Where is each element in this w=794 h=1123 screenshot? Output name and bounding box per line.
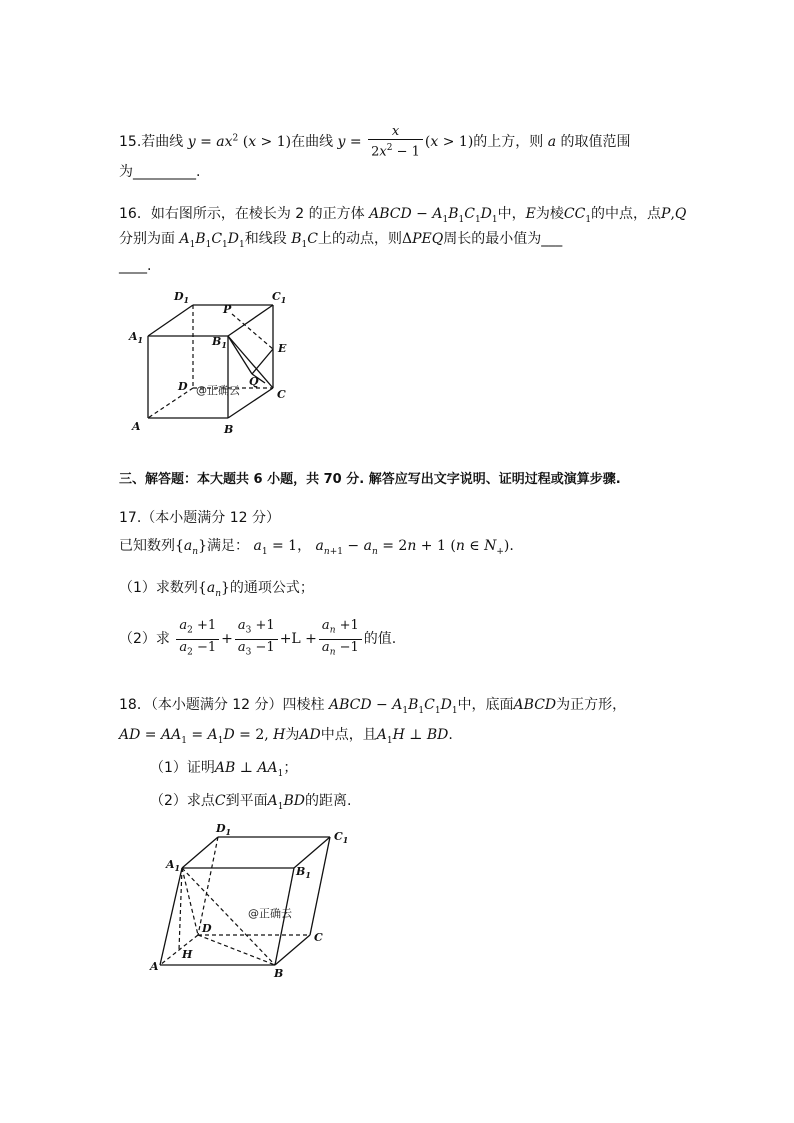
q16-text7: 上的动点，则: [317, 231, 402, 247]
q16-line1: 16．如右图所示，在棱长为 2 的正方体 ABCD − $A_1B_1C_1D_1$中，E为棱$CC_1$的中点，点P,Q: [119, 206, 687, 225]
label-C1: $C_1$: [334, 830, 349, 845]
watermark: @正确云: [196, 384, 240, 397]
q18-head: 18．（本小题满分 12 分）四棱柱 ABCD − $A_1B_1C_1D_1$中，底面ABCD为正方形，: [119, 697, 627, 716]
q16-text3: 为棱: [535, 206, 564, 222]
q18-part2-text: （2）求点: [150, 793, 215, 809]
q16-line3: [119, 257, 151, 275]
q15-line1: 15.若曲线 $y = ax^2$ (x > 1)在曲线 y = $\frac{x}{2x^2 - 1}$ (x > 1)的上方，则 a 的取值范围: [119, 124, 631, 160]
math-curve1: y: [187, 134, 196, 151]
watermark: @正确云: [248, 907, 292, 920]
q15-line2: [119, 163, 200, 181]
q17-part2: （2）求 $\frac{a_2 +1}{a_2 -1}$ + $\frac{a_3 +1}{a_3 -1}$ +L + $\frac{a_n +1}{a_n -1}$ 的值.: [119, 618, 396, 660]
q17-part1-text: （1）求数列: [119, 580, 198, 596]
label-B1: $B_1$: [296, 865, 311, 880]
q17-given: 已知数列$\{a_n\}$满足： $a_1 = 1$， $a_{n+1} - a_n = 2n + 1$ (n ∈ $N_+$).: [119, 538, 514, 557]
cube-figure: [120, 284, 305, 440]
q15-answer-blank: _________: [133, 164, 196, 180]
label-B1: $B_1$: [212, 335, 227, 350]
label-A: A: [132, 420, 141, 433]
q18-head-text2: 中，底面: [457, 697, 514, 713]
q16-text2: 中，: [497, 206, 526, 222]
q16-text4: 的中点，点: [591, 206, 662, 222]
q16-blank2: ____: [119, 258, 147, 274]
q17-given-text: 已知数列: [119, 538, 175, 554]
label-A: A: [150, 960, 159, 973]
q15-text: 若曲线: [141, 134, 184, 151]
math-fraction: $\frac{x}{2x^2 - 1}$: [368, 124, 423, 160]
q18-line2: AD = $AA_1 = A_1D = 2$, H为AD中点，且$A_1H$ ⊥ BD.: [119, 727, 453, 746]
label-B: B: [274, 967, 284, 980]
q15-end: .: [196, 164, 201, 180]
q18-line2-text2: 中点，且: [320, 727, 377, 743]
q18-part1-end: ；: [283, 760, 298, 776]
q18-line2-text: 为: [285, 727, 300, 743]
label-B: B: [224, 423, 234, 436]
q16-blank1: ___: [541, 231, 563, 247]
q15-text3: 的上方，则: [473, 134, 544, 151]
q18-part1: （1）证明AB ⊥ $AA_1$；: [150, 760, 298, 779]
label-D: D: [202, 922, 212, 935]
label-D1: $D_1$: [174, 290, 190, 305]
q16-text1: 16．如右图所示，在棱长为 2 的正方体: [119, 206, 365, 222]
math-curve2: y: [337, 134, 346, 151]
label-A1: $A_1$: [129, 330, 144, 345]
label-D1: $D_1$: [216, 822, 232, 837]
q16-text6: 和线段: [244, 231, 287, 247]
q16-text5: 分别为面: [119, 231, 175, 247]
q18-head-text: 18．（本小题满分 12 分）四棱柱: [119, 697, 325, 713]
q17-head: 17.（本小题满分 12 分）: [119, 510, 280, 526]
q18-part1-text: （1）证明: [150, 760, 215, 776]
q18-head-text3: 为正方形，: [556, 697, 627, 713]
label-Q: Q: [249, 375, 259, 388]
q17-part2-text: （2）求: [119, 631, 170, 648]
q15-text5: 为: [119, 164, 133, 180]
q16-line2: 分别为面 $A_1B_1C_1D_1$和线段 $B_1C$上的动点，则ΔPEQ周长的最小值为___: [119, 231, 563, 250]
label-P: P: [223, 303, 232, 316]
label-C: C: [314, 931, 323, 944]
q18-part2: （2）求点C到平面$A_1BD$的距离.: [150, 793, 352, 812]
q18-part2-text3: 的距离.: [305, 793, 352, 809]
label-H: H: [182, 948, 193, 961]
q15-number: 15.: [119, 134, 142, 151]
q17-given-text2: 满足：: [207, 538, 249, 554]
label-A1: $A_1$: [166, 858, 181, 873]
section-title: 三、解答题：本大题共 6 小题，共 70 分. 解答应写出文字说明、证明过程或演算步骤.: [119, 472, 621, 487]
q15-text2: 在曲线: [291, 134, 334, 151]
q18-part2-text2: 到平面: [225, 793, 268, 809]
label-C: C: [277, 388, 286, 401]
q17-part1: （1）求数列$\{a_n\}$的通项公式；: [119, 580, 314, 599]
prism-figure: [140, 820, 360, 982]
label-D: D: [178, 380, 188, 393]
q16-end: .: [147, 258, 152, 274]
label-E: E: [278, 342, 287, 355]
q15-text4: 的取值范围: [560, 134, 631, 151]
q17-part1-text2: 的通项公式；: [229, 580, 314, 596]
q17-part2-text2: 的值.: [363, 631, 397, 648]
label-C1: $C_1$: [272, 290, 287, 305]
q16-text8: 周长的最小值为: [443, 231, 542, 247]
